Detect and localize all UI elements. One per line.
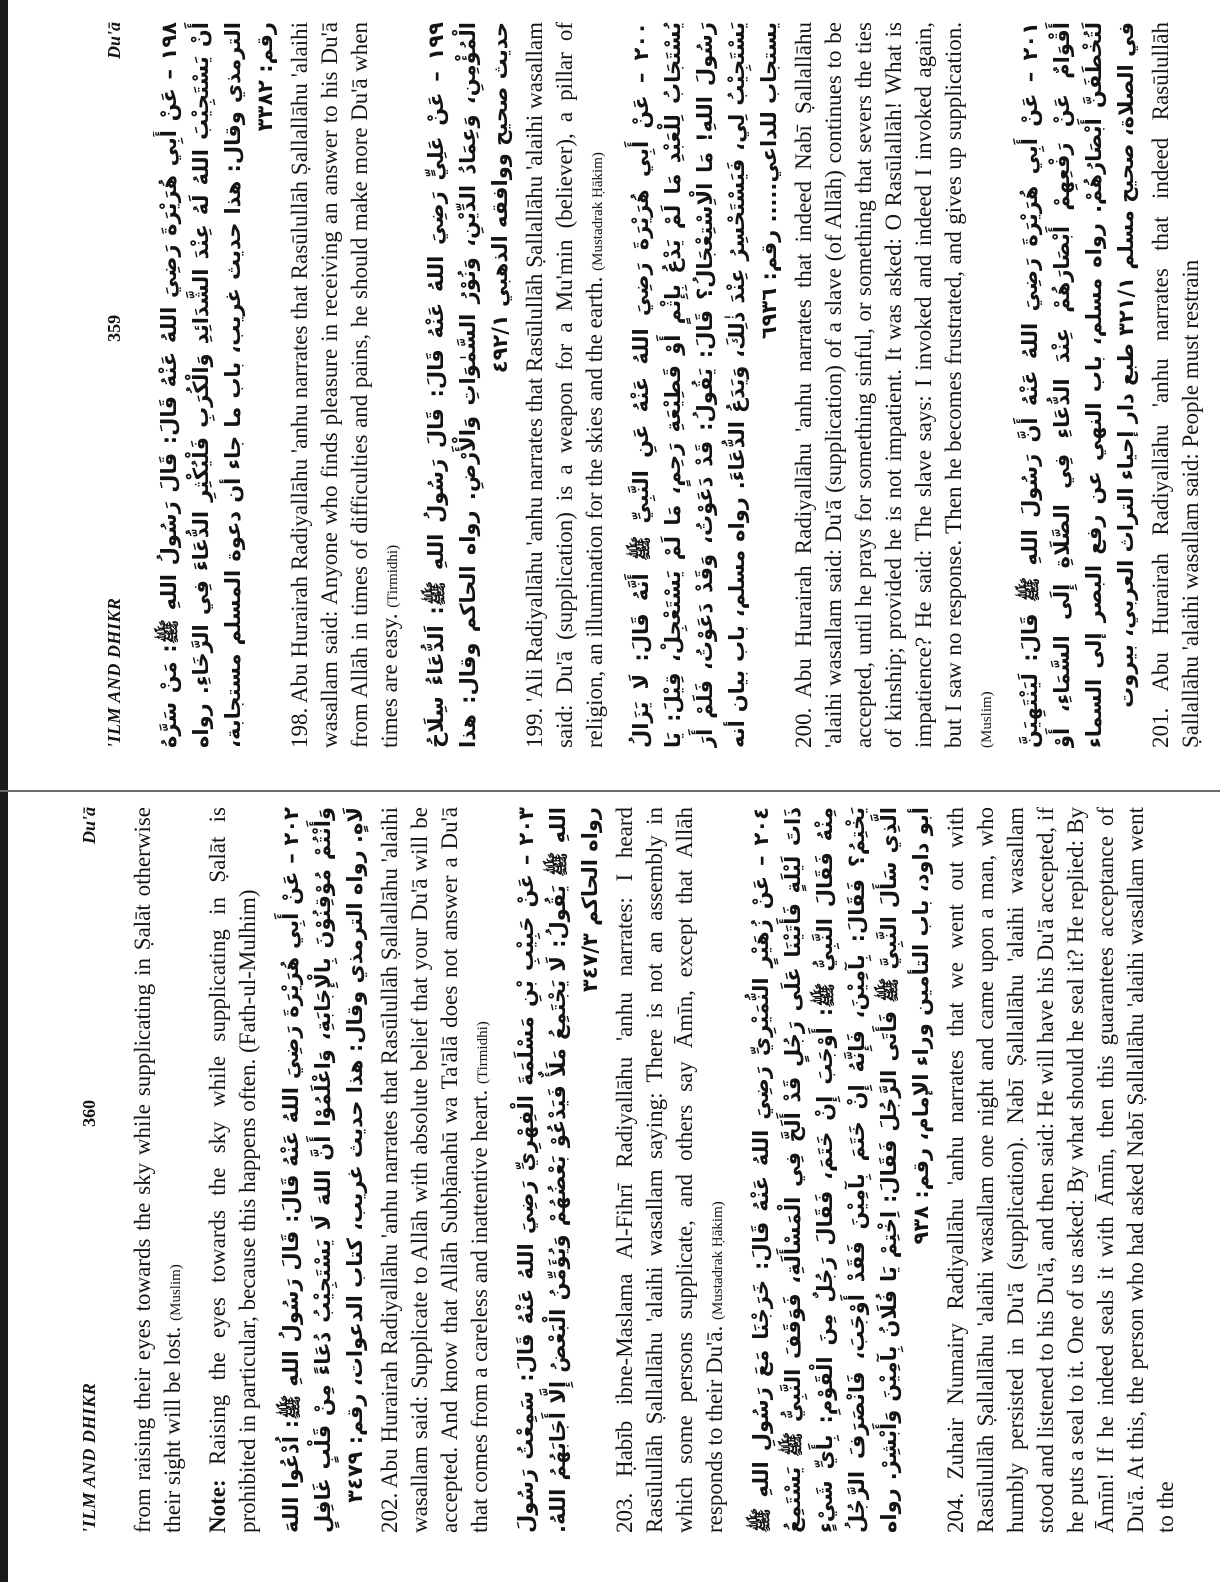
hadith-203-translation: 203. Ḥabīb ibne-Maslama Al-Fihrī Radiyallāhu 'anhu narrates: I heard Rasūlullāh Ṣallallāhu 'alaihi wasallam saying: There is not an assembly in which some persons supplicate, and others say Āmīn, except that Allāh responds to their Du'ā. <box>612 807 727 1533</box>
hadith-199-source: (Mustadrak Ḥākim) <box>590 152 606 271</box>
hadith-200-text <box>789 22 1002 748</box>
page-359 <box>85 10 1220 770</box>
note-label: Note: <box>205 1479 230 1533</box>
hadith-198-arabic: ١٩٨ – عَنْ أَبِي هُرَيْرَةَ رَضِيَ اللهُ عَنْهُ قَالَ: قَالَ رَسُولُ اللهِ ﷺ: مَنْ سَرَّهُ أَنْ يَسْتَجِيْبَ اللهُ لَهُ عِنْدَ الشَّدَائِدِ وَالْكُرَبِ فَلْيُكْثِرِ الدُّعَاءَ فِي الرَّخَاءِ. رواه الترمذي وقال: هذا حديث غريب، باب ما جاء أن دعوة المسلم مستجابة، رقم: ٣٣٨٢ <box>157 22 277 748</box>
page-360 <box>60 795 1220 1555</box>
note-text: Raising the eyes towards the sky while supplicating in Ṣalāt is prohibited in particular, because this happens often. <box>205 807 260 1533</box>
hadith-199-text <box>520 22 613 748</box>
page-body <box>153 22 1220 748</box>
hadith-200-source: (Muslim) <box>979 691 995 748</box>
hadith-203-text <box>610 807 733 1533</box>
hadith-201-translation: 201. Abu Hurairah Radiyallāhu 'anhu narrates that indeed Rasūlullāh Ṣallallāhu 'alaihi wasallam said: People must restrain <box>1148 22 1203 748</box>
book-title: 'ILM AND DHIKR <box>103 597 124 748</box>
note-paragraph <box>203 807 263 1533</box>
page-body <box>128 807 1210 1533</box>
hadith-202-source: (Tirmidhi) <box>475 1021 491 1085</box>
book-spine <box>0 790 1220 792</box>
hadith-201-arabic: ٢٠١ – عَنْ أَبِي هُرَيْرَةَ رَضِيَ اللهُ عَنْهُ أَنَّ رَسُولَ اللهِ ﷺ قَالَ: لَيَنْتَهِيَنَّ أَقْوَامٌ عَنْ رَفْعِهِمْ أَبْصَارَهُمْ عِنْدَ الدُّعَاءِ فِي الصَّلَاةِ إِلَى السَّمَاءِ، أَوْ لَتُخْطَفَنَّ أَبْصَارُهُمْ. رواه مسلم، باب النهي عن رفع البصر إلى السماء في الصلاة، صحيح مسلم ٣٢١/١ طبع دار إحياء التراث العربي، بيروت <box>1018 22 1138 748</box>
hadith-201-text <box>1146 22 1206 748</box>
hadith-203-arabic: ٢٠٣ – عَنْ حَبِيْبِ بْنِ مَسْلَمَةَ الْفِهْرِيِّ رَضِيَ اللهُ عَنْهُ قَالَ: سَمِعْتُ رَسُولَ اللهِ ﷺ يَقُولُ: لَا يَجْتَمِعُ مَلَأٌ فَيَدْعُوْ بَعْضُهُمْ وَيُؤَمِّنُ الْبَعْضُ إِلَّا أَجَابَهُمُ اللهُ. رواه الحاكم ٣٤٧/٣ <box>514 807 602 1533</box>
hadith-203-source: (Mustadrak Ḥākim) <box>710 1201 726 1320</box>
page-header <box>99 22 129 748</box>
page-number: 360 <box>78 1099 99 1127</box>
section-title: Du'ā <box>78 807 99 845</box>
hadith-199-translation: 199. 'Ali Radiyallāhu 'anhu narrates that Rasūlullāh Ṣallallāhu 'alaihi wasallam said: Du'ā (supplication) is a weapon for a Mu'min (believer), a pillar of religion, an illumination for the skies and the earth. <box>522 22 607 748</box>
page-number: 359 <box>103 314 124 342</box>
section-title: Du'ā <box>103 22 124 60</box>
book-title: 'ILM AND DHIKR <box>78 1382 99 1533</box>
hadith-204-arabic: ٢٠٤ – عَنْ زُهَيْرٍ النُّمَيْرِيِّ رَضِيَ اللهُ عَنْهُ قَالَ: خَرَجْنَا مَعَ رَسُولِ اللهِ ﷺ ذَاتَ لَيْلَةٍ فَأَتَيْنَا عَلَى رَجُلٍ قَدْ أَلَحَّ فِي الْمَسْأَلَةِ، فَوَقَفَ النَّبِيُّ ﷺ يَسْتَمِعُ مِنْهُ فَقَالَ النَّبِيُّ ﷺ: أَوْجَبَ إِنْ خَتَمَ، فَقَالَ رَجُلٌ مِنَ الْقَوْمِ: بِأَيِّ شَيْءٍ يَخْتِمُ؟ فَقَالَ: بِآمِيْنَ، فَإِنَّهُ إِنْ خَتَمَ بِآمِيْنَ فَقَدْ أَوْجَبَ، فَانْصَرَفَ الرَّجُلُ الَّذِي سَأَلَ النَّبِيَّ ﷺ فَأَتَى الرَّجُلَ فَقَالَ: اِخْتِمْ يَا فُلَانُ بِآمِيْنَ وَأَبْشِرْ. رواه أبو داود، باب التأمين وراء الإمام، رقم: ٩٣٨ <box>749 807 933 1533</box>
hadith-204-text <box>941 807 1181 1533</box>
hadith-202-translation: 202. Abu Hurairah Radiyallāhu 'anhu narrates that Rasūlullāh Ṣallallāhu 'alaihi wasallam said: Supplicate to Allāh with absolute belief that your Du'ā will be accepted. And know that Allāh Subḥānahū wa Ta'ālā does not answer a Du'ā that comes from a careless and inattentive heart. <box>377 807 492 1533</box>
hadith-202-text <box>375 807 498 1533</box>
hadith-198-translation: 198. Abu Hurairah Radiyallāhu 'anhu narrates that Rasūlullāh Ṣallallāhu 'alaihi wasallam said: Anyone who finds pleasure in receiving an answer to his Du'ā from Allāh in times of difficulties and pains, he should make more Du'ā when times are easy. <box>287 22 402 748</box>
hadith-199-arabic: ١٩٩ – عَنْ عَلِيٍّ رَضِيَ اللهُ عَنْهُ قَالَ: قَالَ رَسُولُ اللهِ ﷺ: اَلدُّعَاءُ سِلَاحُ الْمُؤْمِنِ، وَعِمَادُ الدِّيْنِ، وَنُوْرُ السَّمٰوَاتِ وَالْأَرْضِ. رواه الحاكم وقال: هذا حديث صحيح ووافقه الذهبي ٤٩٢/١ <box>424 22 512 748</box>
note-source: (Fath-ul-Mulhim) <box>235 889 260 1053</box>
hadith-202-arabic: ٢٠٢ – عَنْ أَبِي هُرَيْرَةَ رَضِيَ اللهُ عَنْهُ قَالَ: قَالَ رَسُولُ اللهِ ﷺ: اُدْعُوا اللهَ وَأَنْتُمْ مُوْقِنُوْنَ بِالْإِجَابَةِ، وَاعْلَمُوْا أَنَّ اللهَ لَا يَسْتَجِيْبُ دُعَاءً مِنْ قَلْبٍ غَافِلٍ لَاهٍ. رواه الترمذي وقال: هذا حديث غريب، كتاب الدعوات، رقم: ٣٤٧٩ <box>279 807 367 1533</box>
continuation-translation: from raising their eyes towards the sky while supplicating in Ṣalāt otherwise their sight will be lost. <box>130 807 185 1533</box>
hadith-198-text <box>285 22 408 748</box>
hadith-198-source: (Tirmidhi) <box>385 544 401 608</box>
hadith-204-translation: 204. Zuhair Numairy Radiyallāhu 'anhu narrates that we went out with Rasūlullāh Ṣallallāhu 'alaihi wasallam one night and came upon a man, who humbly persisted in Du'ā (supplication). Nabī Ṣallallāhu 'alaihi wasallam stood and listened to his Du'ā, and then said: He will have his Du'ā accepted, if he puts a seal to it. One of us asked: By what should he seal it? He replied: By Āmīn! If he indeed seals it with Āmīn, then this guarantees acceptance of Du'ā. At this, the person who had asked Nabī Ṣallallāhu 'alaihi wasallam went to the <box>943 807 1178 1533</box>
hadith-200-translation: 200. Abu Hurairah Radiyallāhu 'anhu narrates that indeed Nabī Ṣallallāhu 'alaihi wasallam said: Du'ā (supplication) of a slave (of Allāh) continues to be accepted, until he prays for something sinful, or something that severs the ties of kinship; provided he is not impatient. It was asked: O Rasūlallāh! What is impatience? He said: The slave says: I invoked and indeed I invoked again, but I saw no response. Then he becomes frustrated, and gives up supplication. <box>791 22 966 748</box>
continuation-source: (Muslim) <box>168 1264 184 1321</box>
page-header <box>74 807 104 1533</box>
hadith-200-arabic: ٢٠٠ – عَنْ أَبِي هُرَيْرَةَ رَضِيَ اللهُ عَنْهُ عَنِ النَّبِيِّ ﷺ أَنَّهُ قَالَ: لَا يَزَالُ يُسْتَجَابُ لِلْعَبْدِ مَا لَمْ يَدْعُ بِإِثْمٍ أَوْ قَطِيْعَةِ رَحِمٍ، مَا لَمْ يَسْتَعْجِلْ، قِيْلَ: يَا رَسُولَ اللهِ! مَا الْاِسْتِعْجَالُ؟ قَالَ: يَقُولُ: قَدْ دَعَوْتُ، وَقَدْ دَعَوْتُ، فَلَمْ أَرَ يَسْتَجِيْبُ لِي، فَيَسْتَحْسِرُ عِنْدَ ذٰلِكَ، وَيَدَعُ الدُّعَاءَ. رواه مسلم، باب بيان أنه يستجاب للداعي..... رقم: ٦٩٣٦ <box>629 22 781 748</box>
continuation-text <box>128 807 191 1533</box>
